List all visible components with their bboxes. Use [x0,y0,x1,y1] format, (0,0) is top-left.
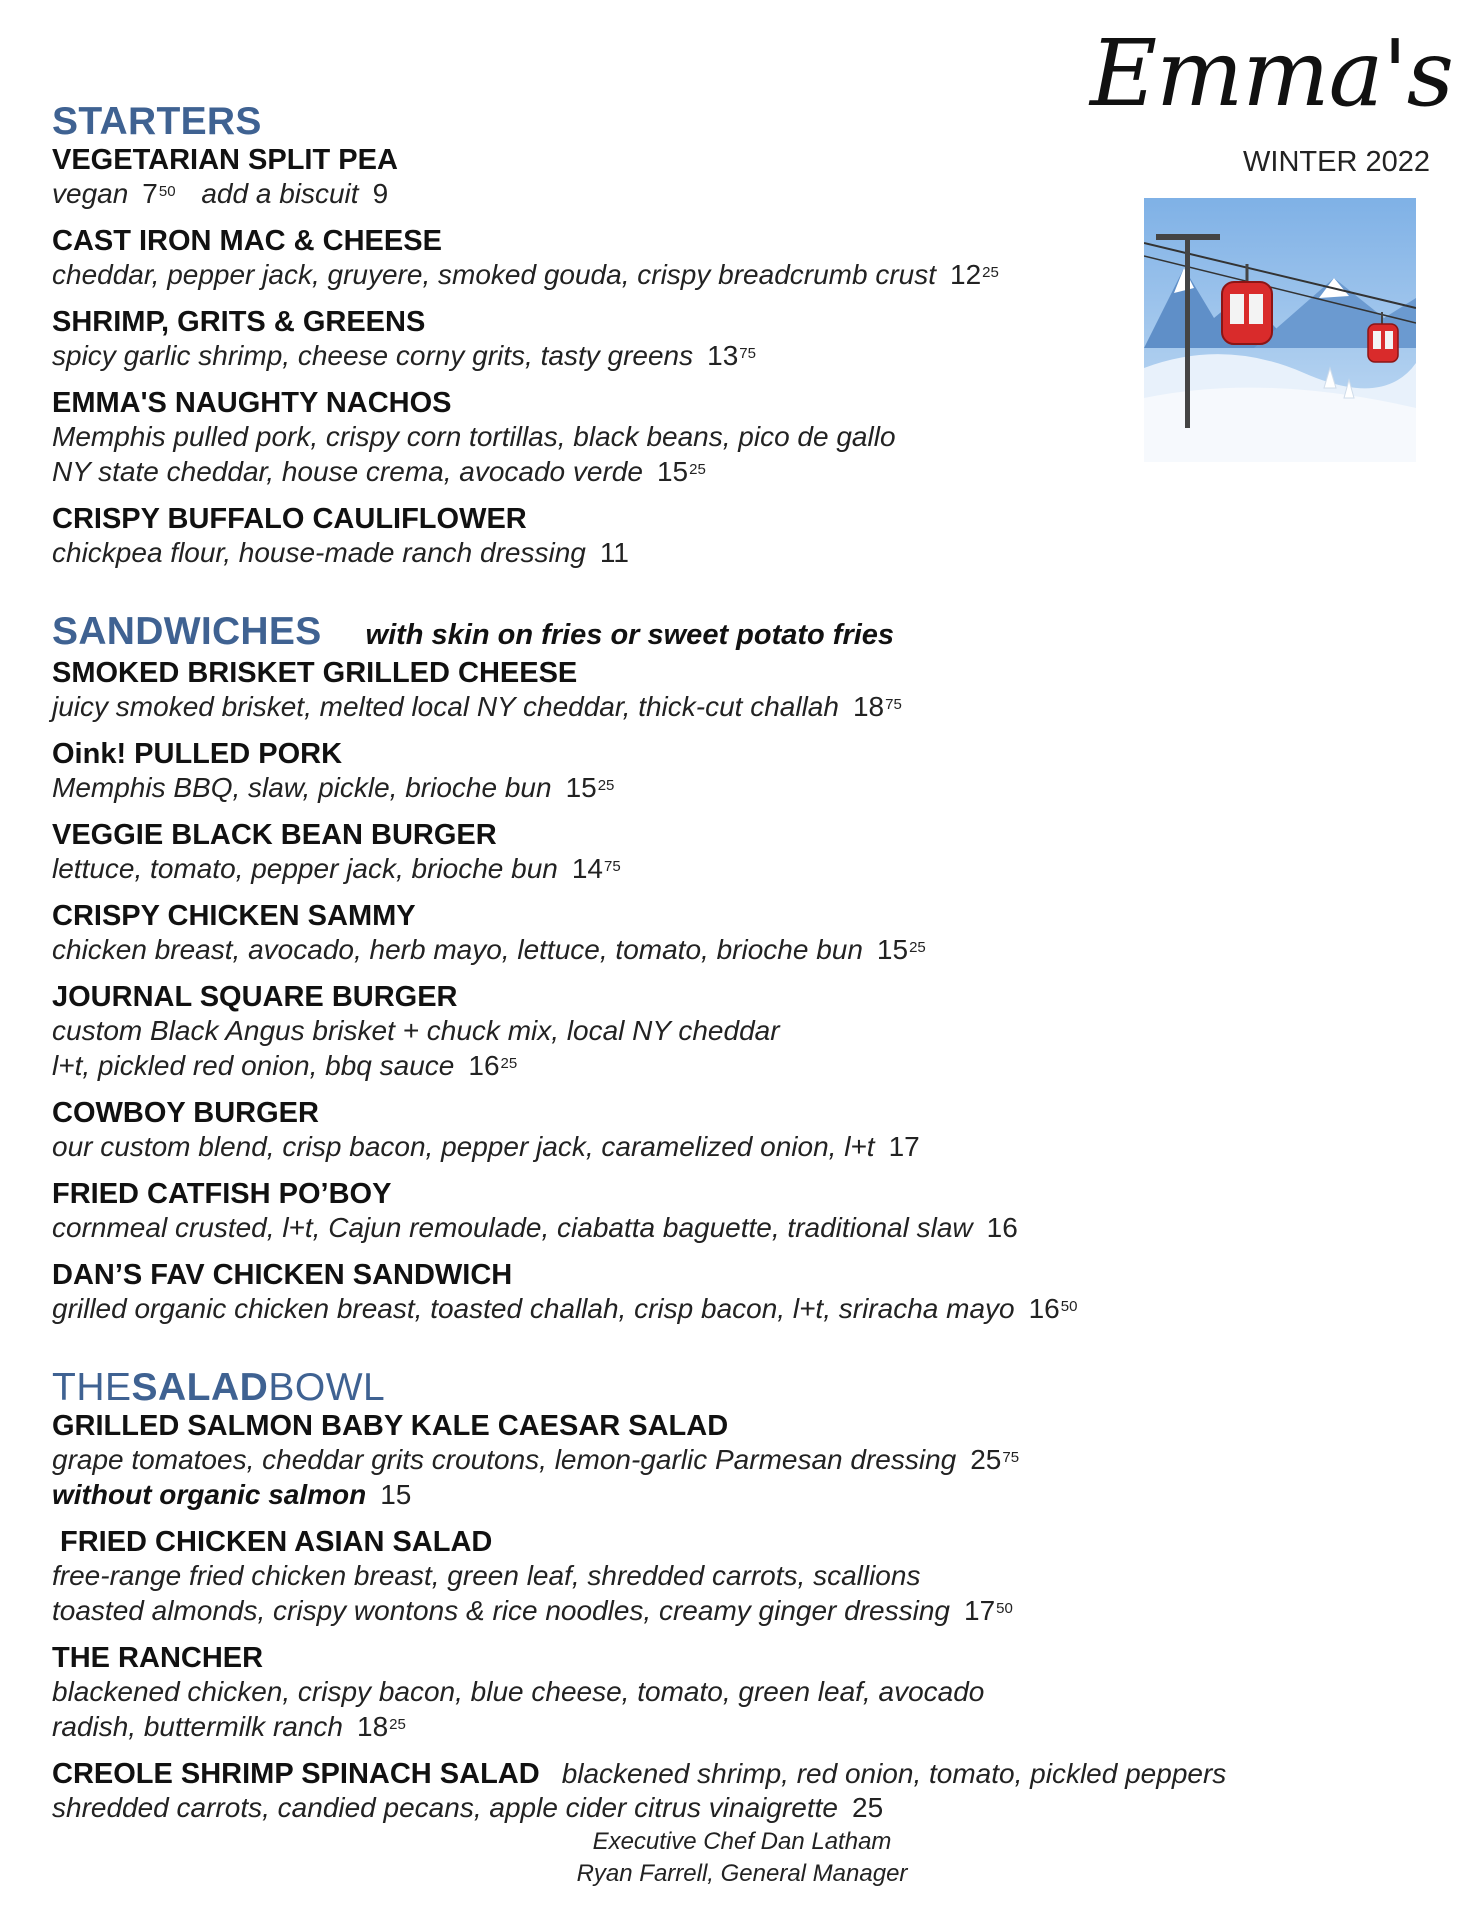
item-price: 16 [986,1212,1018,1243]
menu-item [52,1259,1282,1326]
item-name: CRISPY CHICKEN SAMMY [52,900,416,932]
item-alt-price: 15 [380,1479,412,1510]
menu-item [52,503,1282,570]
item-name: FRIED CHICKEN ASIAN SALAD [60,1526,493,1558]
item-description: cheddar, pepper jack, gruyere, smoked gouda, crispy breadcrumb crust $12^{25}$ [52,259,999,290]
item-price: $18^{75}$ [852,691,902,722]
menu-item [52,657,1282,724]
brand-logo: Emma's [1090,20,1453,127]
section-title-salad-bowl: THESALADBOWL [52,1366,386,1409]
menu-item [52,387,1282,489]
footer-chef: Executive Chef Dan Latham [592,1828,892,1855]
item-name: SMOKED BRISKET GRILLED CHEESE [52,657,578,689]
footer-manager: Ryan Farrell, General Manager [576,1860,908,1887]
menu-content [52,100,1282,1839]
item-name: JOURNAL SQUARE BURGER [52,981,458,1013]
item-description: chicken breast, avocado, herb mayo, lettuce, tomato, brioche bun $15^{25}$ [52,934,926,965]
item-price: $18^{25}$ [357,1711,406,1742]
item-description: chickpea flour, house-made ranch dressing 11 [52,537,629,568]
item-name: THE RANCHER [52,1642,264,1674]
item-description: shredded carrots, candied pecans, apple cider citrus vinaigrette 25 [52,1792,884,1823]
item-description: Memphis BBQ, slaw, pickle, brioche bun $15^{25}$ [52,772,615,803]
section-title-sandwiches: SANDWICHES with skin on fries or sweet potato fries [52,610,895,653]
item-name: CREOLE SHRIMP SPINACH SALAD blackened shrimp, red onion, tomato, pickled peppers [52,1758,1227,1790]
item-description: our custom blend, crisp bacon, pepper jack, caramelized onion, l+t 17 [52,1131,920,1162]
item-name: FRIED CATFISH PO’BOY [52,1178,392,1210]
menu-item [52,144,1282,211]
item-price: $15^{25}$ [656,456,706,487]
item-description: juicy smoked brisket, melted local NY cheddar, thick-cut challah $18^{75}$ [52,691,902,722]
menu-item [52,981,1282,1083]
item-name: EMMA'S NAUGHTY NACHOS [52,387,452,419]
item-addon: add a biscuit [201,178,359,209]
item-price: $16^{25}$ [468,1050,518,1081]
item-name: SHRIMP, GRITS & GREENS [52,306,426,338]
item-name: VEGGIE BLACK BEAN BURGER [52,819,497,851]
item-price: $13^{75}$ [707,340,756,371]
item-description: Memphis pulled pork, crispy corn tortillas, black beans, pico de gallo NY state cheddar, house crema, avocado verde $15^{25}$ [52,421,896,487]
menu-item [52,306,1282,373]
item-name: VEGETARIAN SPLIT PEA [52,144,398,176]
item-price: 11 [599,537,629,568]
item-description: spicy garlic shrimp, cheese corny grits, tasty greens $13^{75}$ [52,340,756,371]
item-addon-price: 9 [372,178,389,209]
item-price: $15^{25}$ [876,934,926,965]
item-price: $14^{75}$ [571,853,621,884]
item-description: custom Black Angus brisket + chuck mix, local NY cheddar l+t, pickled red onion, bbq sauce $16^{25}$ [52,1015,780,1081]
item-name: CAST IRON MAC & CHEESE [52,225,442,257]
item-description: cornmeal crusted, l+t, Cajun remoulade, ciabatta baguette, traditional slaw 16 [52,1212,1018,1243]
item-description: grape tomatoes, cheddar grits croutons, lemon-garlic Parmesan dressing $25^{75}$ without organic salmon 15 [52,1444,1020,1510]
item-price: $17^{50}$ [964,1595,1013,1626]
item-inline-description: blackened shrimp, red onion, tomato, pickled peppers [561,1758,1227,1789]
item-price: $16^{50}$ [1028,1293,1078,1324]
item-price: $7^{50}$ [142,178,176,209]
item-description: lettuce, tomato, pepper jack, brioche bun $14^{75}$ [52,853,621,884]
item-description: free-range fried chicken breast, green leaf, shredded carrots, scallions toasted almonds, crispy wontons & rice noodles, creamy ginger dressing $17^{50}$ [52,1560,1013,1626]
section-note: with skin on fries or sweet potato fries [365,619,895,651]
section-title-starters: STARTERS [52,100,262,143]
item-alt-option: without organic salmon [52,1479,367,1510]
item-name: COWBOY BURGER [52,1097,319,1129]
menu-item [52,225,1282,292]
menu-item [52,1758,1282,1825]
menu-item [52,738,1282,805]
menu-item [52,1526,1282,1628]
item-description: grilled organic chicken breast, toasted challah, crisp bacon, l+t, sriracha mayo $16^{50}$ [52,1293,1078,1324]
season-label: WINTER 2022 [1243,146,1430,178]
item-description: blackened chicken, crispy bacon, blue cheese, tomato, green leaf, avocado radish, buttermilk ranch $18^{25}$ [52,1676,985,1742]
menu-item [52,1178,1282,1245]
menu-item [52,1410,1282,1512]
item-name: DAN’S FAV CHICKEN SANDWICH [52,1259,513,1291]
item-price: $12^{25}$ [950,259,999,290]
menu-item [52,819,1282,886]
item-price: 17 [888,1131,920,1162]
item-price: $15^{25}$ [565,772,615,803]
item-description: vegan $7^{50}$ add a biscuit 9 [52,178,389,209]
menu-item [52,1642,1282,1744]
item-name: GRILLED SALMON BABY KALE CAESAR SALAD [52,1410,729,1442]
footer-credits [0,1826,1484,1890]
menu-item [52,1097,1282,1164]
item-name: Oink! PULLED PORK [52,738,343,770]
item-price: 25 [852,1792,884,1823]
item-name: CRISPY BUFFALO CAULIFLOWER [52,503,527,535]
item-price: $25^{75}$ [970,1444,1020,1475]
menu-item [52,900,1282,967]
